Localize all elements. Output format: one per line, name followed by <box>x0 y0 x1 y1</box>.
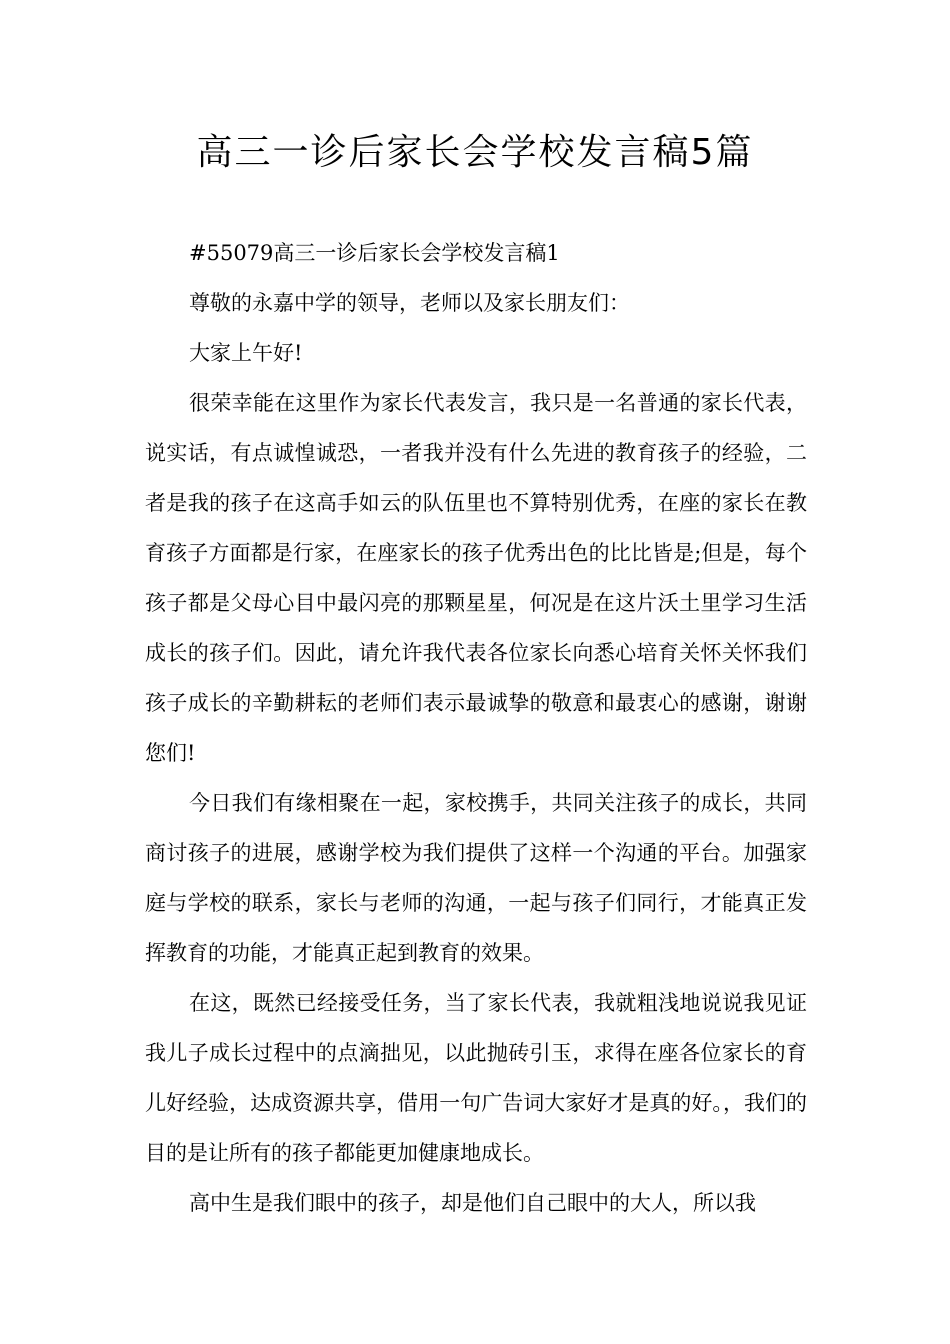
document-heading-line: #55079高三一诊后家长会学校发言稿1 <box>189 241 560 265</box>
paragraph: 在这，既然已经接受任务，当了家长代表，我就粗浅地说说我见证我儿子成长过程中的点滴拙见，以此抛砖引玉，求得在座各位家长的育儿好经验，达成资源共享，借用一句广告词大家好才是真的好。，我们的目的是让所有的孩子都能更加健康地成长。 <box>145 991 807 1165</box>
document-body <box>145 228 807 1228</box>
paragraph: 今日我们有缘相聚在一起，家校携手，共同关注孩子的成长，共同商讨孩子的进展，感谢学校为我们提供了这样一个沟通的平台。加强家庭与学校的联系，家长与老师的沟通，一起与孩子们同行，才能真正发挥教育的功能，才能真正起到教育的效果。 <box>145 791 807 965</box>
salutation: 尊敬的永嘉中学的领导，老师以及家长朋友们： <box>189 291 630 315</box>
paragraph: 高中生是我们眼中的孩子，却是他们自己眼中的大人，所以我 <box>189 1191 756 1215</box>
greeting: 大家上午好! <box>189 341 303 365</box>
paragraph: 很荣幸能在这里作为家长代表发言，我只是一名普通的家长代表，说实话，有点诚惶诚恐，一者我并没有什么先进的教育孩子的经验，二者是我的孩子在这高手如云的队伍里也不算特别优秀，在座的家长在教育孩子方面都是行家，在座家长的孩子优秀出色的比比皆是;但是，每个孩子都是父母心目中最闪亮的那颗星星，何况是在这片沃土里学习生活成长的孩子们。因此，请允许我代表各位家长向悉心培育关怀关怀我们孩子成长的辛勤耕耘的老师们表示最诚挚的敬意和最衷心的感谢，谢谢您们! <box>145 391 807 765</box>
document-title: 高三一诊后家长会学校发言稿5篇 <box>196 132 754 173</box>
